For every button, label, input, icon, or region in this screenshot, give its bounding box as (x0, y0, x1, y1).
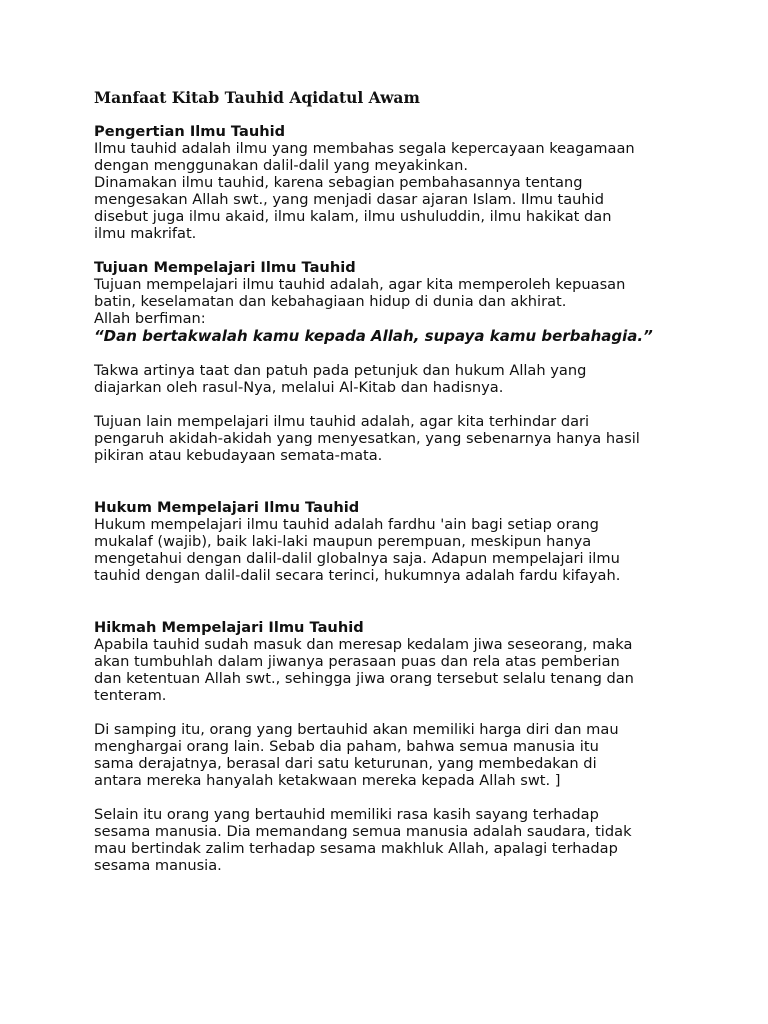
section-hukum (94, 499, 694, 584)
text-line: mengesakan Allah swt., yang menjadi dasar ajaran Islam. Ilmu tauhid (94, 191, 604, 208)
text-line: menghargai orang lain. Sebab dia paham, bahwa semua manusia itu (94, 738, 599, 755)
section-tujuan (94, 259, 694, 464)
document-page (94, 88, 694, 874)
section-pengertian (94, 123, 694, 242)
quran-quote: “Dan bertakwalah kamu kepada Allah, supaya kamu berbahagia.” (94, 327, 653, 345)
text-line: disebut juga ilmu akaid, ilmu kalam, ilmu ushuluddin, ilmu hakikat dan (94, 208, 612, 225)
paragraph (94, 721, 694, 789)
section-heading: Pengertian Ilmu Tauhid (94, 123, 286, 140)
text-line: Tujuan lain mempelajari ilmu tauhid adalah, agar kita terhindar dari (94, 413, 590, 430)
text-line: mengetahui dengan dalil-dalil globalnya saja. Adapun mempelajari ilmu (94, 550, 620, 567)
text-line: dengan menggunakan dalil-dalil yang meyakinkan. (94, 157, 468, 174)
text-line: diajarkan oleh rasul-Nya, melalui Al-Kitab dan hadisnya. (94, 379, 504, 396)
paragraph (94, 516, 694, 584)
paragraph (94, 174, 694, 242)
text-line: Hukum mempelajari ilmu tauhid adalah fardhu 'ain bagi setiap orang (94, 516, 599, 533)
paragraph (94, 362, 694, 396)
document-title: Manfaat Kitab Tauhid Aqidatul Awam (94, 88, 420, 107)
text-line: Apabila tauhid sudah masuk dan meresap kedalam jiwa seseorang, maka (94, 636, 633, 653)
text-line: sesama manusia. Dia memandang semua manusia adalah saudara, tidak (94, 823, 632, 840)
text-line: tauhid dengan dalil-dalil secara terinci, hukumnya adalah fardu kifayah. (94, 567, 621, 584)
text-line: mau bertindak zalim terhadap sesama makhluk Allah, apalagi terhadap (94, 840, 618, 857)
paragraph (94, 636, 694, 704)
text-line: batin, keselamatan dan kebahagiaan hidup di dunia dan akhirat. (94, 293, 567, 310)
section-heading: Hikmah Mempelajari Ilmu Tauhid (94, 619, 364, 636)
text-line: antara mereka hanyalah ketakwaan mereka kepada Allah swt. ] (94, 772, 561, 789)
text-line: Selain itu orang yang bertauhid memiliki rasa kasih sayang terhadap (94, 806, 599, 823)
text-line: Takwa artinya taat dan patuh pada petunjuk dan hukum Allah yang (94, 362, 587, 379)
text-line: Tujuan mempelajari ilmu tauhid adalah, agar kita memperoleh kepuasan (94, 276, 626, 293)
section-heading: Tujuan Mempelajari Ilmu Tauhid (94, 259, 356, 276)
paragraph (94, 140, 694, 174)
section-heading: Hukum Mempelajari Ilmu Tauhid (94, 499, 360, 516)
text-line: Dinamakan ilmu tauhid, karena sebagian pembahasannya tentang (94, 174, 583, 191)
text-line: mukalaf (wajib), baik laki-laki maupun perempuan, meskipun hanya (94, 533, 592, 550)
text-line: akan tumbuhlah dalam jiwanya perasaan puas dan rela atas pemberian (94, 653, 620, 670)
text-line: Ilmu tauhid adalah ilmu yang membahas segala kepercayaan keagamaan (94, 140, 635, 157)
paragraph (94, 276, 694, 327)
text-line: sama derajatnya, berasal dari satu keturunan, yang membedakan di (94, 755, 597, 772)
section-hikmah (94, 619, 694, 874)
text-line: pengaruh akidah-akidah yang menyesatkan, yang sebenarnya hanya hasil (94, 430, 640, 447)
text-line: Allah berfiman: (94, 310, 206, 327)
paragraph (94, 806, 694, 874)
text-line: tenteram. (94, 687, 167, 704)
text-line: dan ketentuan Allah swt., sehingga jiwa orang tersebut selalu tenang dan (94, 670, 634, 687)
text-line: Di samping itu, orang yang bertauhid akan memiliki harga diri dan mau (94, 721, 619, 738)
text-line: pikiran atau kebudayaan semata-mata. (94, 447, 383, 464)
text-line: ilmu makrifat. (94, 225, 197, 242)
text-line: sesama manusia. (94, 857, 222, 874)
paragraph (94, 413, 694, 464)
